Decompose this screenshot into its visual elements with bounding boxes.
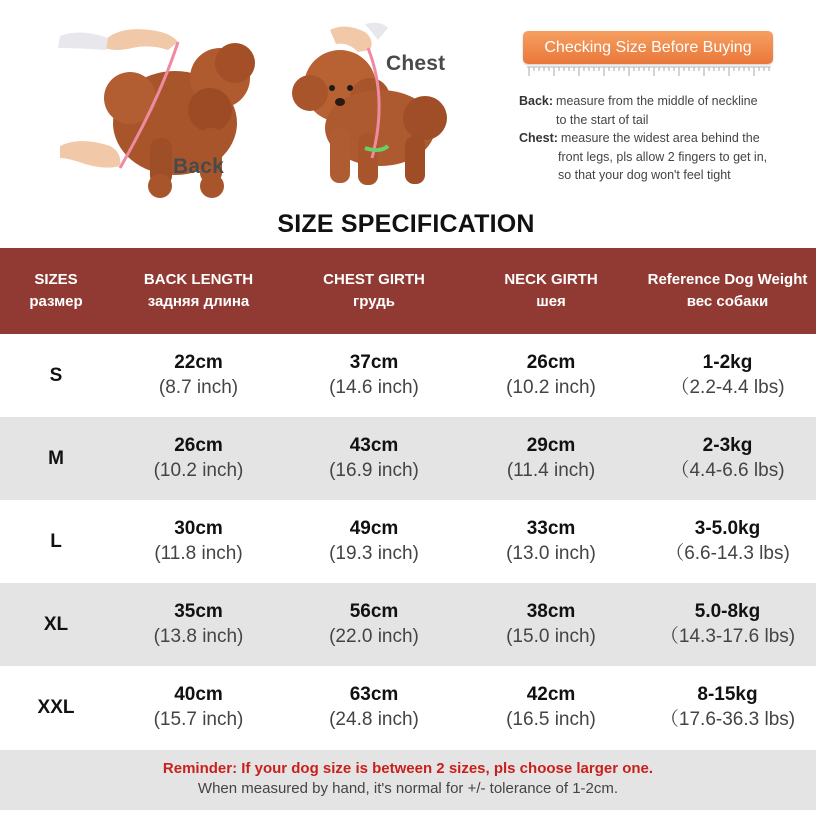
chest-instruction-2: front legs, pls allow 2 fingers to get in,: [558, 149, 768, 164]
back-cm: 40cm: [174, 683, 223, 705]
neck-inch: (15.0 inch): [506, 625, 596, 647]
header-weight-en: Reference Dog Weight: [647, 271, 808, 288]
weight-kg: 2-3kg: [702, 434, 753, 456]
back-cm: 22cm: [174, 351, 223, 373]
checking-size-banner: Checking Size Before Buying: [523, 31, 773, 64]
chest-inch: (14.6 inch): [329, 376, 419, 398]
chest-cm: 49cm: [349, 517, 399, 539]
chest-inch: (16.9 inch): [329, 459, 419, 481]
reminder-text: Reminder: If your dog size is between 2 sizes, pls choose larger one.: [162, 760, 654, 777]
back-inch: (8.7 inch): [158, 376, 239, 398]
weight-kg: 8-15kg: [697, 683, 758, 705]
back-inch: (15.7 inch): [153, 708, 244, 730]
header-weight-ru: вес собаки: [686, 293, 769, 310]
size-specification-title: SIZE SPECIFICATION: [277, 210, 535, 238]
chest-cm: 63cm: [349, 683, 399, 705]
measurement-illustration: [0, 0, 820, 205]
size-table: [0, 248, 816, 749]
table-row: [0, 666, 816, 749]
size-cell: XXL: [37, 696, 75, 718]
table-row: [0, 334, 816, 417]
chest-cm: 37cm: [349, 351, 399, 373]
neck-cm: 33cm: [526, 517, 576, 539]
neck-cm: 42cm: [526, 683, 576, 705]
chest-cm: 56cm: [349, 600, 399, 622]
chest-inch: (24.8 inch): [329, 708, 419, 730]
header-chest-en: CHEST GIRTH: [323, 271, 425, 288]
header-neck-en: NECK GIRTH: [504, 271, 598, 288]
back-cm: 35cm: [174, 600, 223, 622]
back-inch: (11.8 inch): [154, 542, 243, 564]
back-instruction-1: measure from the middle of neckline: [556, 94, 758, 108]
header-back-length: [112, 248, 285, 334]
neck-inch: (11.4 inch): [506, 459, 596, 481]
weight-lbs: （6.6-14.3 lbs): [665, 542, 790, 564]
neck-cm: 38cm: [526, 600, 576, 622]
back-key: Back:: [519, 94, 554, 108]
header-neck-girth: [463, 248, 639, 334]
back-inch: (10.2 inch): [153, 459, 244, 481]
neck-cm: 26cm: [526, 351, 576, 373]
header-chest-girth: [285, 248, 463, 334]
weight-lbs: （2.2-4.4 lbs): [670, 376, 785, 398]
header-sizes: [0, 248, 112, 334]
back-cm: 26cm: [174, 434, 223, 456]
size-cell: M: [48, 447, 64, 469]
weight-kg: 3-5.0kg: [694, 517, 761, 539]
size-cell: S: [49, 364, 63, 386]
neck-inch: (13.0 inch): [506, 542, 596, 564]
weight-lbs: （14.3-17.6 lbs): [659, 625, 796, 647]
header-neck-ru: шея: [536, 293, 566, 310]
chest-instruction-3: so that your dog won't feel tight: [558, 168, 731, 182]
chest-inch: (19.3 inch): [329, 542, 419, 564]
table-header: [0, 248, 816, 334]
header-back-en: BACK LENGTH: [143, 271, 254, 288]
neck-inch: (10.2 inch): [506, 376, 596, 398]
back-cm: 30cm: [174, 517, 223, 539]
header-dog-weight: [639, 248, 816, 334]
weight-lbs: （17.6-36.3 lbs): [659, 708, 796, 730]
neck-inch: (16.5 inch): [506, 708, 596, 730]
ruler-icon: [527, 65, 771, 79]
header-sizes-en: SIZES: [34, 271, 78, 288]
chest-key: Chest:: [519, 131, 558, 145]
dog-back-measure-photo: [50, 18, 280, 198]
table-row: [0, 583, 816, 666]
chest-cm: 43cm: [349, 434, 399, 456]
size-cell: L: [50, 530, 62, 552]
back-instruction-2: to the start of tail: [556, 112, 649, 127]
chest-label: Chest: [386, 52, 446, 75]
neck-cm: 29cm: [526, 434, 576, 456]
dog-chest-measure-photo: [270, 18, 480, 198]
tolerance-note: When measured by hand, it's normal for +/- tolerance of 1-2cm.: [197, 780, 619, 797]
weight-kg: 5.0-8kg: [694, 600, 761, 622]
chest-inch: (22.0 inch): [329, 625, 419, 647]
header-back-ru: задняя длина: [147, 293, 250, 310]
header-sizes-ru: размер: [29, 293, 83, 310]
chest-instruction-1: measure the widest area behind the: [560, 131, 760, 145]
measure-instructions: [519, 92, 814, 185]
reminder-box: [0, 750, 816, 810]
table-row: [0, 417, 816, 500]
back-inch: (13.8 inch): [153, 625, 244, 647]
back-label: Back: [173, 155, 225, 178]
weight-kg: 1-2kg: [702, 351, 753, 373]
header-chest-ru: грудь: [353, 293, 395, 310]
size-cell: XL: [43, 613, 69, 635]
table-row: [0, 500, 816, 583]
weight-lbs: （4.4-6.6 lbs): [670, 459, 785, 481]
